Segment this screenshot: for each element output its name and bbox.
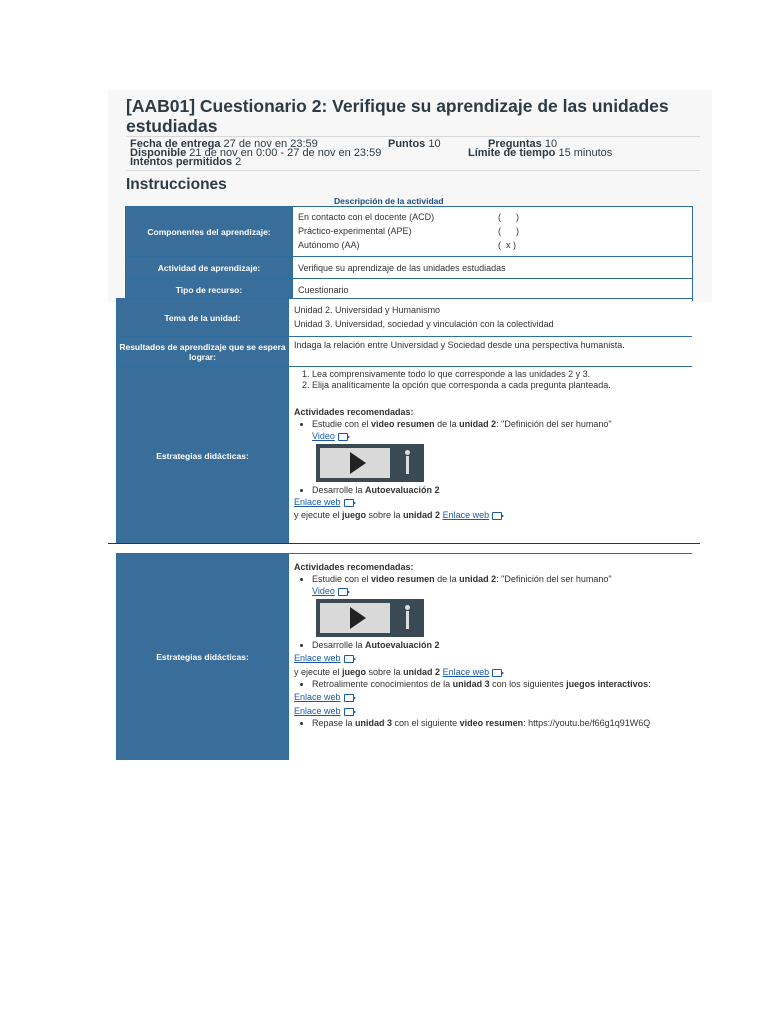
strategies-label: Estrategias didácticas: [117, 367, 289, 545]
quiz-header-screenshot [108, 90, 712, 302]
instructions-heading: Instrucciones [126, 176, 227, 193]
video-play-icon [350, 452, 366, 474]
points: Puntos 10 [388, 138, 441, 150]
component-row: Práctico-experimental (APE) ( ) [298, 226, 519, 236]
strategies-screenshot [116, 553, 692, 760]
divider [126, 170, 700, 171]
video-link[interactable]: Video [312, 586, 335, 596]
results-label: Resultados de aprendizaje que se espera lograr: [117, 337, 289, 367]
external-link-icon [338, 588, 348, 596]
recommended-heading: Actividades recomendadas: [294, 407, 414, 417]
topic-values [289, 299, 693, 337]
steps-list [294, 369, 692, 391]
strategies-content [289, 367, 693, 545]
external-link-icon [492, 512, 502, 520]
external-link-icon [344, 655, 354, 663]
recommended-list [294, 419, 692, 430]
divider [108, 543, 700, 544]
recommended-heading: Actividades recomendadas: [294, 562, 414, 572]
external-link-icon [344, 499, 354, 507]
recommended-list [294, 574, 692, 585]
step-item: 1. Lea comprensivamente todo lo que corresponde a las unidades 2 y 3. [312, 369, 692, 380]
activity-description-table [125, 206, 693, 301]
components-label: Componentes del aprendizaje: [126, 207, 293, 257]
web-link[interactable]: Enlace web [294, 497, 341, 507]
topic-unit-3: Unidad 3. Universidad, sociedad y vinculación con la colectividad [294, 319, 554, 329]
component-row: Autónomo (AA) ( x ) [298, 240, 516, 250]
video-link[interactable]: Video [312, 431, 335, 441]
develop-item: • Desarrolle la Autoevaluación 2 [312, 485, 692, 496]
video-play-icon [350, 607, 366, 629]
strategies-content [289, 554, 693, 761]
execute-line: y ejecute el juego sobre la unidad 2 Enlace web [294, 509, 692, 522]
review-item: • Repase la unidad 3 con el siguiente video resumen: https://youtu.be/f66g1q91W6Q [312, 718, 692, 729]
activity-label: Actividad de aprendizaje: [126, 257, 293, 279]
due-date: Fecha de entrega 27 de nov en 23:59 [130, 138, 318, 150]
divider [126, 136, 700, 137]
activity-value: Verifique su aprendizaje de las unidades estudiadas [293, 257, 693, 279]
questions: Preguntas 10 [488, 138, 558, 150]
web-link[interactable]: Enlace web [442, 667, 490, 677]
web-link[interactable]: Enlace web [442, 510, 490, 520]
web-link[interactable]: Enlace web [294, 706, 341, 716]
step-item: 2. Elija analíticamente la opción que corresponda a cada pregunta planteada. [312, 380, 692, 391]
study-item: • Estudie con el video resumen de la unidad 2: "Definición del ser humano" [312, 574, 692, 585]
web-link[interactable]: Enlace web [294, 653, 341, 663]
unit-topic-screenshot [116, 298, 692, 544]
results-value: Indaga la relación entre Universidad y Sociedad desde una perspectiva humanista. [289, 337, 693, 367]
topic-unit-2: Unidad 2. Universidad y Humanismo [294, 305, 441, 315]
study-item: • Estudie con el video resumen de la unidad 2: "Definición del ser humano" [312, 419, 692, 430]
execute-line: y ejecute el juego sobre la unidad 2 Enlace web [294, 665, 692, 679]
time-limit: Límite de tiempo 15 minutos [468, 147, 613, 159]
external-link-icon [344, 694, 354, 702]
unit-table [116, 298, 692, 544]
topic-label: Tema de la unidad: [117, 299, 289, 337]
develop-item: • Desarrolle la Autoevaluación 2 [312, 640, 692, 651]
table-caption: Descripción de la actividad [334, 196, 444, 206]
components-list [293, 207, 693, 257]
strategies-table [116, 553, 692, 760]
strategies-label: Estrategias didácticas: [117, 554, 289, 761]
resource-value: Cuestionario [293, 279, 693, 301]
external-link-icon [344, 708, 354, 716]
component-row: En contacto con el docente (ACD) ( ) [298, 212, 519, 222]
video-thumbnail[interactable] [316, 444, 424, 482]
availability: Disponible 21 de nov en 0:00 - 27 de nov en 23:59 [130, 147, 382, 159]
attempts-allowed: Intentos permitidos 2 [130, 156, 242, 168]
feedback-item: • Retroalimente conocimientos de la unidad 3 con los siguientes juegos interactivos: [312, 679, 692, 690]
external-link-icon [338, 433, 348, 441]
web-link[interactable]: Enlace web [294, 692, 341, 702]
video-thumbnail[interactable] [316, 599, 424, 637]
external-link-icon [492, 669, 502, 677]
resource-label: Tipo de recurso: [126, 279, 293, 301]
quiz-title: [AAB01] Cuestionario 2: Verifique su aprendizaje de las unidades estudiadas [126, 96, 669, 136]
